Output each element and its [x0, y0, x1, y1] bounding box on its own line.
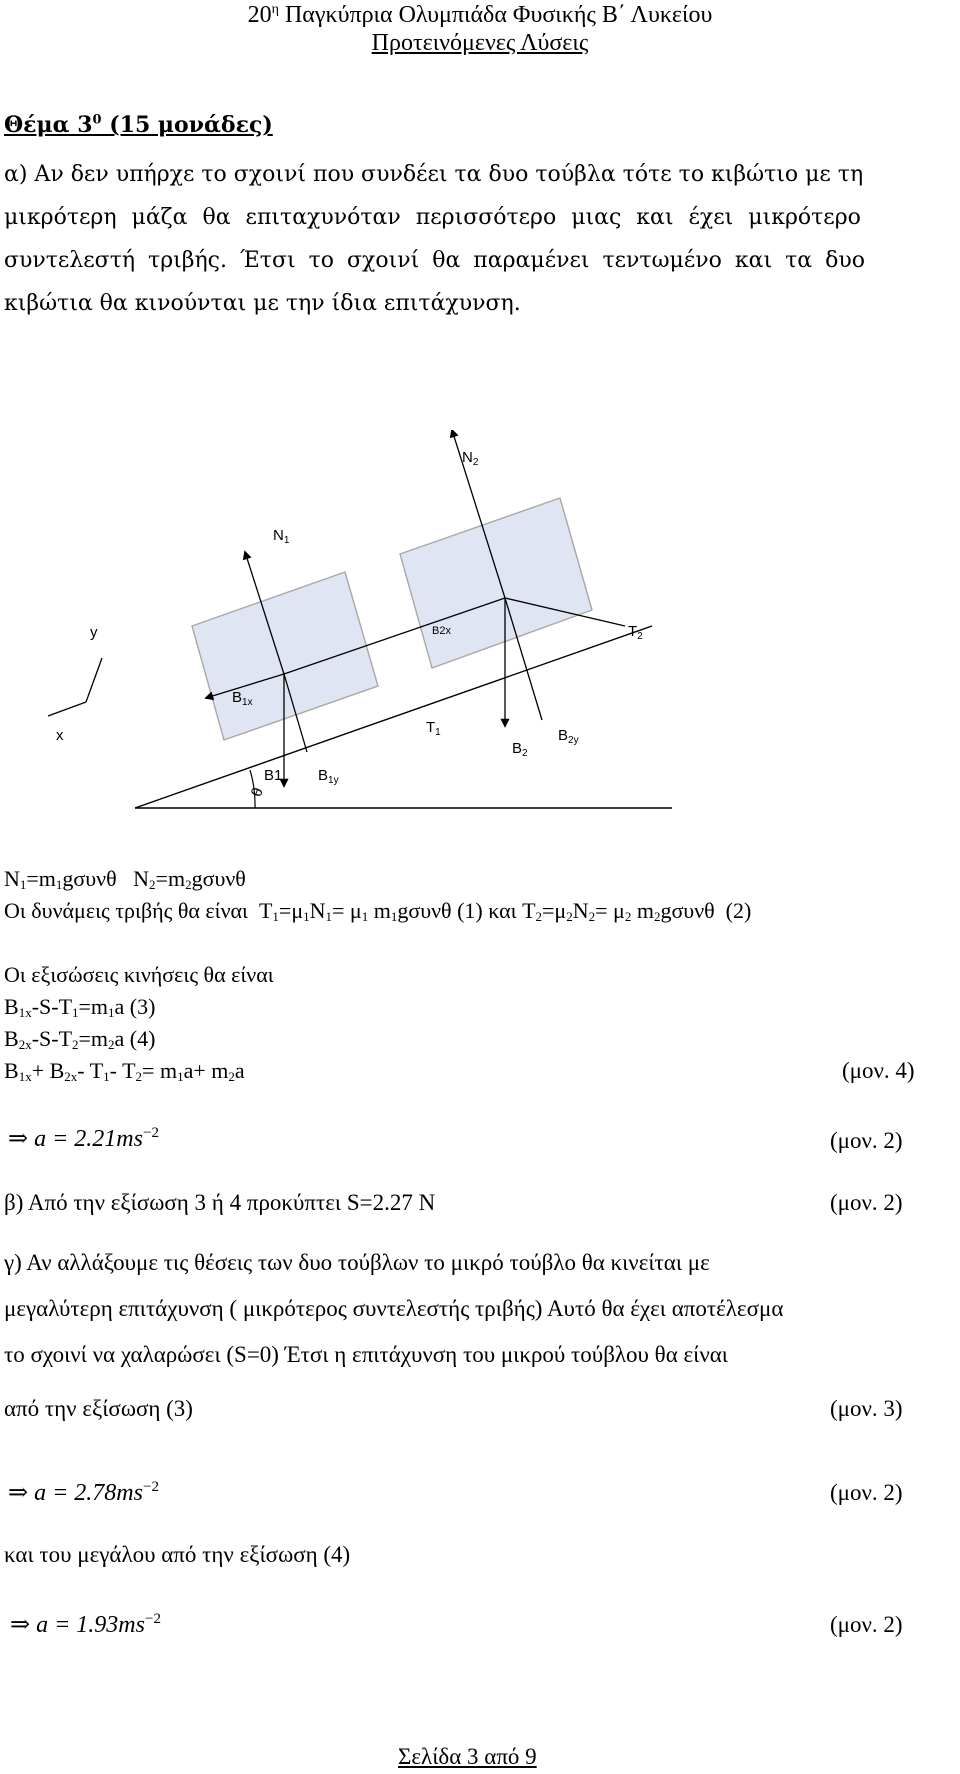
part-a-line-1: α) Αν δεν υπήρχε το σχοινί που συνδέει τα δυο τούβλα τότε το κιβώτιο με τη	[4, 162, 864, 187]
page-footer: Σελίδα 3 από 9	[398, 1744, 537, 1769]
block-1	[192, 572, 378, 740]
label-B1: B1	[264, 767, 283, 784]
result-a1-exp: −2	[142, 1125, 159, 1141]
result-large-block	[10, 1610, 161, 1639]
eq-sum: $B_{1x}+ B_{2x}-$ $T_1-$ $T_2= m_1a+ m_2a$	[4, 1058, 245, 1084]
label-N2: $N_2$	[462, 449, 479, 468]
part-c-line-1: γ) Αν αλλάξουμε τις θέσεις των δυο τούβλων το μικρό τούβλο θα κινείται με	[4, 1250, 710, 1275]
implies-icon: ⇒	[10, 1612, 31, 1638]
section-heading	[4, 112, 273, 138]
large-block-intro: και του μεγάλου από την εξίσωση (4)	[4, 1542, 351, 1567]
label-T1: $T_1$	[426, 719, 441, 738]
result-a1	[8, 1124, 159, 1153]
motion-intro: Οι εξισώσεις κινήσεις θα είναι	[4, 962, 274, 987]
implies-icon: ⇒	[8, 1126, 29, 1152]
result-small-block	[8, 1478, 159, 1507]
eq-4: $B_{2x}-S-T_2=m_2a$ (4)	[4, 1026, 156, 1052]
part-a-line-4: κιβώτια θα κινούνται με την ίδια επιτάχυνση.	[4, 291, 521, 316]
block-2	[400, 498, 592, 668]
title-text: Παγκύπρια Ολυμπιάδα Φυσικής Β΄ Λυκείου	[278, 2, 713, 28]
section-heading-main: Θέμα 3	[4, 112, 93, 138]
part-c-line-3: το σχοινί να χαλαρώσει (S=0) Έτσι η επιτάχυνση του μικρού τούβλου θα είναι	[4, 1342, 728, 1367]
label-y: y	[90, 624, 98, 641]
result-large-exp: −2	[144, 1611, 161, 1627]
part-c-line-4: από την εξίσωση (3)	[4, 1396, 193, 1421]
label-T2: $T_2$	[628, 623, 643, 642]
result-large-value: a = 1.93ms	[36, 1612, 145, 1638]
marks-result-small: (μον. 2)	[830, 1480, 903, 1505]
y-axis	[86, 658, 102, 702]
page-header-title	[0, 2, 960, 29]
label-theta: θ	[248, 785, 267, 800]
label-B1y: $B_{1y}$	[318, 767, 339, 786]
x-axis	[48, 702, 86, 716]
marks-result-large: (μον. 2)	[830, 1612, 903, 1637]
section-heading-rest: (15 μονάδες)	[101, 112, 273, 138]
marks-eq-sum: (μον. 4)	[842, 1058, 915, 1083]
marks-result-a1: (μον. 2)	[830, 1128, 903, 1153]
part-a-line-2: μικρότερη μάζα θα επιταχυνόταν περισσότερο μιας και έχει μικρότερο	[4, 205, 861, 230]
part-a-line-3: συντελεστή τριβής. Έτσι το σχοινί θα παραμένει τεντωμένο και τα δυο	[4, 248, 865, 273]
incline-force-diagram	[0, 430, 960, 830]
marks-part-b: (μον. 2)	[830, 1190, 903, 1215]
friction-intro: Οι δυνάμεις τριβής θα είναι	[4, 898, 248, 923]
part-b-text: β) Από την εξίσωση 3 ή 4 προκύπτει S=2.27 N	[4, 1190, 436, 1215]
friction-line: Οι δυνάμεις τριβής θα είναι $T_1=\mu_1N_1= \mu_1$ $m_1g\sigma\upsilon\nu\theta$ (1) και $T_2=\mu_2N_2= \mu_2$ $m_2g\sigma\upsilon\nu\theta$ (2)	[4, 898, 752, 924]
part-c-line-2: μεγαλύτερη επιτάχυνση ( μικρότερος συντελεστής τριβής) Αυτό θα έχει αποτέλεσμα	[4, 1296, 784, 1321]
eq-3: $B_{1x}-S-T_1=m_1a$ (3)	[4, 994, 156, 1020]
result-small-value: a = 2.78ms	[34, 1480, 143, 1506]
label-B2: $B_2$	[512, 740, 528, 759]
result-small-exp: −2	[142, 1479, 159, 1495]
label-x: x	[56, 727, 64, 744]
label-B2x: B2x	[432, 625, 451, 637]
label-B1x: $B_{1x}$	[232, 689, 253, 708]
label-B2y: $B_{2y}$	[558, 727, 579, 746]
section-heading-sup: 0	[92, 112, 102, 128]
title-number: 20	[247, 2, 272, 28]
implies-icon: ⇒	[8, 1480, 29, 1506]
page-header-subtitle: Προτεινόμενες Λύσεις	[371, 30, 589, 56]
normal-forces-eq: $N_1=m_1g\sigma\upsilon\nu\theta$ $N_2=m_2g\sigma\upsilon\nu\theta$	[4, 866, 246, 892]
marks-part-c-line-4: (μον. 3)	[830, 1396, 903, 1421]
label-N1: $N_1$	[273, 527, 290, 546]
result-a1-value: a = 2.21ms	[34, 1126, 143, 1152]
title-superscript: η	[271, 2, 279, 17]
